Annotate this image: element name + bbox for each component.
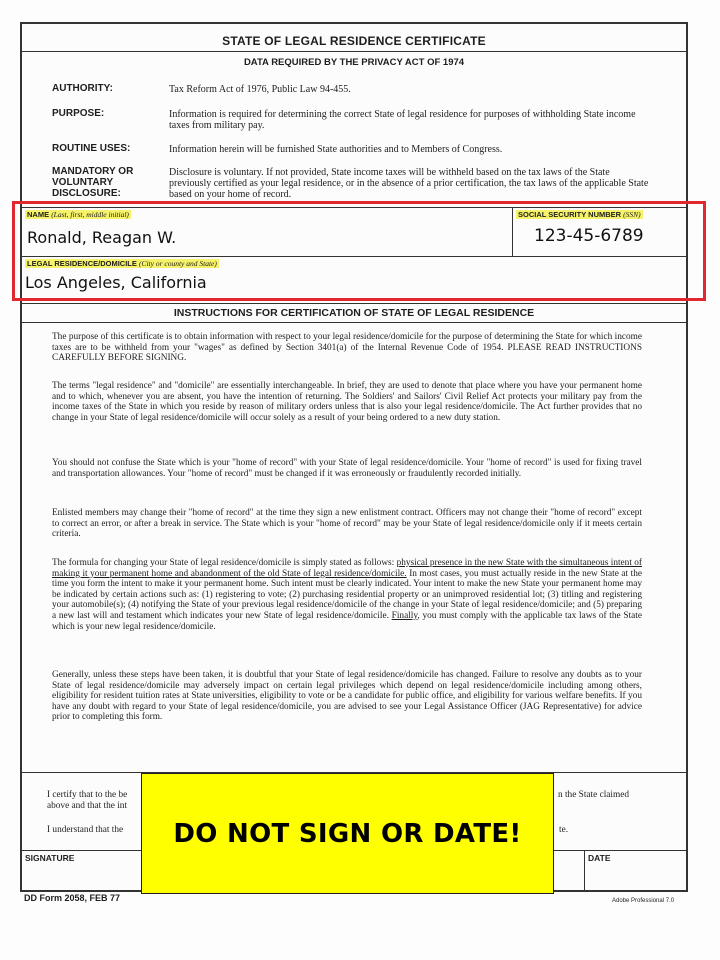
name-field-label: NAME (Last, first, middle initial) [27, 210, 129, 219]
instructions-heading: INSTRUCTIONS FOR CERTIFICATION OF STATE OF LEGAL RESIDENCE [173, 307, 535, 319]
disclosure-label: MANDATORY OR VOLUNTARY DISCLOSURE: [52, 166, 134, 199]
residence-field-label: LEGAL RESIDENCE/DOMICILE (City or county and State) [27, 259, 217, 268]
disclosure-text: Disclosure is voluntary. If not provided, State income taxes will be withheld based on the tax laws of the State previously certified as your legal residence, or in the absence of a prior certification, the tax laws of the applicable State based on your home of record. [169, 167, 649, 200]
name-value[interactable]: Ronald, Reagan W. [27, 228, 177, 247]
date-label: DATE [588, 853, 611, 863]
ssn-value[interactable]: 123-45-6789 [534, 226, 644, 246]
do-not-sign-banner [141, 773, 554, 894]
instructions-paragraph-2: The terms "legal residence" and "domicile" are essentially interchangeable. In brief, they are used to denote that place where you have your permanent home and to which, whenever you are absent, you have the intention of returning. The Soldiers' and Sailors' Civil Relief Act protects your military pay from the income taxes of the State in which you reside by reason of military orders unless that is also your legal residence/domicile. The Act further provides that no change in your State of legal residence/domicile will occur solely as a result of your being ordered to a new duty station. [52, 381, 642, 423]
banner-text: DO NOT SIGN OR DATE! [173, 818, 522, 849]
residence-value[interactable]: Los Angeles, California [25, 273, 207, 292]
instructions-paragraph-4: Enlisted members may change their "home of record" at the time they sign a new enlistment contract. Officers may not change their "home of record" except to correct an error, or after a break in service. The State which is your "home of record" may be your State of legal residence/domicile only if it meets certain criteria. [52, 508, 642, 540]
form-number: DD Form 2058, FEB 77 [24, 893, 121, 903]
divider [22, 303, 686, 304]
certify-text-left: I certify that to the be above and that the int [47, 790, 128, 811]
purpose-label: PURPOSE: [52, 108, 105, 119]
ssn-field-label: SOCIAL SECURITY NUMBER (SSN) [518, 210, 641, 219]
dd-form-2058 [20, 22, 688, 892]
software-note: Adobe Professional 7.0 [612, 898, 675, 904]
instructions-paragraph-3: You should not confuse the State which is your "home of record" with your State of legal residence/domicile. Your "home of record" is used for fixing travel and transportation allowances. Your "home of record" must be changed if it was erroneously or fraudulently recorded initially. [52, 458, 642, 479]
routine-uses-label: ROUTINE USES: [52, 143, 131, 154]
divider [22, 51, 686, 52]
divider [584, 850, 585, 892]
routine-uses-text: Information herein will be furnished State authorities and to Members of Congress. [169, 144, 503, 155]
privacy-act-heading: DATA REQUIRED BY THE PRIVACY ACT OF 1974 [243, 57, 465, 68]
certify-text-right: n the State claimed [558, 790, 629, 800]
understand-text-right: te. [559, 825, 569, 835]
form-title: STATE OF LEGAL RESIDENCE CERTIFICATE [222, 34, 486, 48]
signature-label: SIGNATURE [25, 853, 75, 863]
instructions-paragraph-1: The purpose of this certificate is to obtain information with respect to your legal residence/domicile for the purpose of determining the State for which income taxes are to be withheld from your "wages" as defined by Section 3401(a) of the Internal Revenue Code of 1954. PLEASE READ INSTRUCTIONS CAREFULLY BEFORE SIGNING. [52, 332, 642, 364]
instructions-paragraph-5: The formula for changing your State of legal residence/domicile is simply stated as follows: physical presence in the new State with the simultaneous intent of making it your permanent home and abandonment of the old State of legal residence/domicile. In most cases, you must actually reside in the new State at the time you form the intent to make it your permanent home. Such intent must be clearly indicated. Your intent to make the new State your permanent home may be indicated by certain actions such as: (1) registering to vote; (2) purchasing residential property or an unimproved residential lot; (3) titling and registering your automobile(s); (4) notifying the State of your previous legal residence/domicile of the change in your State of legal residence/domicile; and (5) preparing a new last will and testament which indicates your new State of legal residence/domicile. Finally, you must comply with the applicable tax laws of the State which is your new legal residence/domicile. [52, 558, 643, 632]
divider [22, 322, 686, 323]
authority-text: Tax Reform Act of 1976, Public Law 94-455. [169, 84, 351, 95]
instructions-paragraph-6: Generally, unless these steps have been taken, it is doubtful that your State of legal residence/domicile has changed. Failure to resolve any doubts as to your State of legal residence/domicile may adversely impact on certain legal privileges which depend on legal residence/domicile including among others, eligibility for resident tuition rates at State universities, eligibility to vote or be a candidate for public office, and eligibility for various welfare benefits. If you have any doubt with regard to your State of legal residence/domicile, you are advised to see your Legal Assistance Officer (JAG Representative) for advice prior to completing this form. [52, 670, 642, 723]
purpose-text: Information is required for determining the correct State of legal residence for purposes of withholding State income taxes from military pay. [169, 109, 636, 131]
understand-text-left: I understand that the [47, 825, 124, 835]
authority-label: AUTHORITY: [52, 83, 113, 94]
